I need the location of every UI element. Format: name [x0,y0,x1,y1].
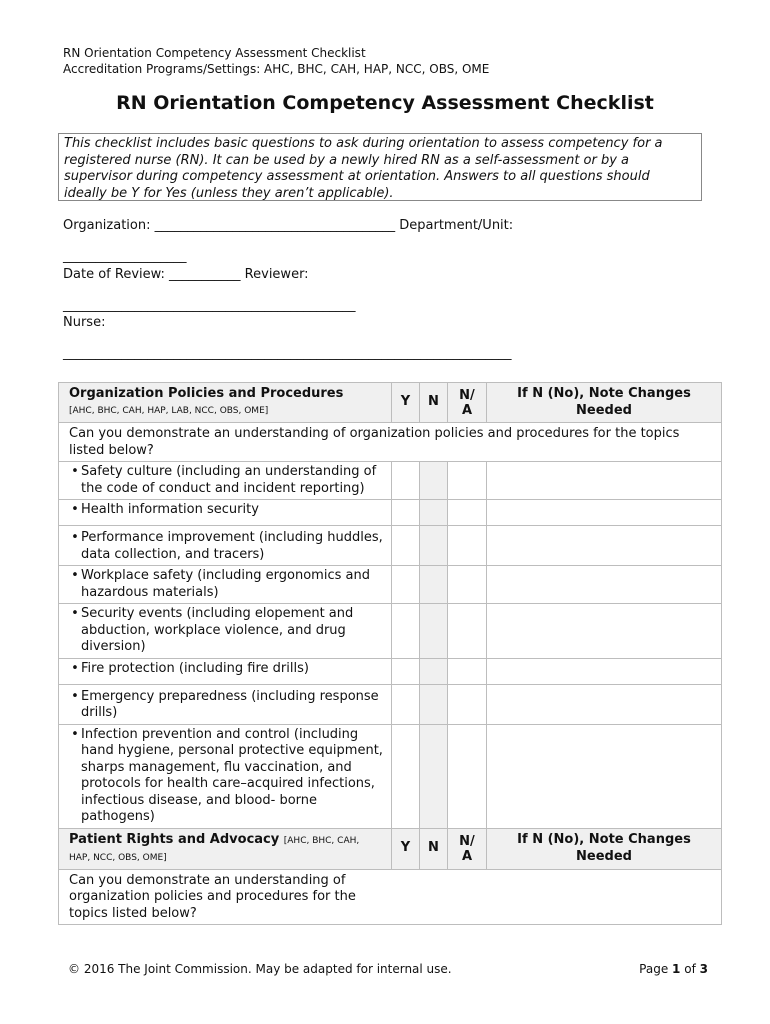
page-header [63,46,489,77]
section-tags: [AHC, BHC, CAH, HAP, LAB, NCC, OBS, OME] [69,405,269,416]
n-cell[interactable] [420,462,448,500]
item-label: Fire protection (including fire drills) [81,660,309,676]
na-cell[interactable] [448,724,487,828]
note-cell[interactable] [487,658,722,684]
column-na-header: N/ A [448,828,487,869]
section-title: Organization Policies and Procedures [69,386,344,401]
item-label: Emergency preparedness (including response drills) [81,688,379,720]
n-cell[interactable] [420,658,448,684]
section-question: Can you demonstrate an understanding of organization policies and procedures for the topics listed below? [59,423,722,462]
section-tags: [AHC, BHC, CAH, HAP, NCC, OBS, OME] [69,835,360,863]
y-cell[interactable] [392,566,420,604]
column-y-header: Y [392,828,420,869]
header-line-1: RN Orientation Competency Assessment Checklist [63,46,366,60]
of-label: of [684,962,696,976]
n-cell[interactable] [420,684,448,724]
note-cell[interactable] [487,724,722,828]
page-total: 3 [699,962,708,976]
na-cell[interactable] [448,462,487,500]
na-cell[interactable] [448,566,487,604]
reviewer-field-line[interactable]: _____________________________________________ [63,297,356,313]
question-row [59,423,722,462]
organization-field[interactable]: Organization: _____________________________________ Department/Unit: [63,218,514,233]
column-note-header: If N (No), Note Changes Needed [487,383,722,423]
na-cell[interactable] [448,526,487,566]
page-indicator [639,962,708,976]
copyright-notice: © 2016 The Joint Commission. May be adapted for internal use. [68,962,452,976]
n-cell[interactable] [420,566,448,604]
checklist-item-row: • Fire protection (including fire drills) [59,658,722,684]
y-cell[interactable] [392,500,420,526]
y-cell[interactable] [392,526,420,566]
n-cell[interactable] [420,500,448,526]
column-na-header: N/ A [448,383,487,423]
date-reviewer-field[interactable]: Date of Review: ___________ Reviewer: [63,267,309,282]
checklist-item-row: • Workplace safety (including ergonomics and hazardous materials) [59,566,722,604]
form-fields [63,218,713,362]
header-line-2: Accreditation Programs/Settings: AHC, BHC, CAH, HAP, NCC, OBS, OME [63,61,490,76]
section-title: Patient Rights and Advocacy [69,831,280,847]
na-cell[interactable] [448,500,487,526]
item-label: Security events (including elopement and abduction, workplace violence, and drug diversion) [81,606,354,654]
page-number: 1 [672,962,681,976]
note-cell[interactable] [487,500,722,526]
note-cell[interactable] [487,684,722,724]
section-header [59,383,392,423]
nurse-field[interactable]: Nurse: [63,315,106,330]
na-cell[interactable] [448,684,487,724]
page-footer [68,962,708,976]
item-label: Safety culture (including an understanding of the code of conduct and incident reporting) [81,464,377,496]
section-question-text: Can you demonstrate an understanding of organization policies and procedures for the topics listed below? [69,872,356,921]
nurse-field-line[interactable]: _____________________________________________________________________ [63,345,512,361]
y-cell[interactable] [392,684,420,724]
na-cell[interactable] [448,658,487,684]
checklist-item-row: • Health information security [59,500,722,526]
n-cell[interactable] [420,724,448,828]
department-field-line[interactable]: ___________________ [63,248,187,264]
checklist-item-row: • Infection prevention and control (including hand hygiene, personal protective equipment, sharps management, flu vaccination, and protocols for health care–acquired infections, infectious disease, and blood- borne pathogens) [59,724,722,828]
note-cell[interactable] [487,526,722,566]
column-n-header: N [420,383,448,423]
item-label: Health information security [81,502,259,517]
document-title: RN Orientation Competency Assessment Checklist [116,92,654,114]
column-note-header: If N (No), Note Changes Needed [487,828,722,869]
section-question [59,869,722,925]
y-cell[interactable] [392,658,420,684]
note-cell[interactable] [487,566,722,604]
na-cell[interactable] [448,604,487,659]
section-header [59,828,392,869]
intro-box: This checklist includes basic questions to ask during orientation to assess competency for a registered nurse (RN). It can be used by a newly hired RN as a self-assessment or by a supervisor during competency assessment at orientation. Answers to all questions should ideally be Y for Yes (unless they aren’t applicable). [58,133,702,201]
checklist-item-row: • Safety culture (including an understanding of the code of conduct and incident reporting) [59,462,722,500]
checklist-table [58,382,722,925]
y-cell[interactable] [392,462,420,500]
note-cell[interactable] [487,462,722,500]
section-header-row [59,383,722,423]
checklist-item-row: • Performance improvement (including huddles, data collection, and tracers) [59,526,722,566]
note-cell[interactable] [487,604,722,659]
page-label: Page [639,962,669,976]
y-cell[interactable] [392,604,420,659]
item-label: Workplace safety (including ergonomics and hazardous materials) [81,568,370,600]
question-row [59,869,722,925]
checklist-item-row: • Emergency preparedness (including response drills) [59,684,722,724]
section-header-row [59,828,722,869]
item-label: Infection prevention and control (including hand hygiene, personal protective equipment, sharps management, flu vaccination, and protocols for health care–acquired infections, infectious disease, and blood- borne pathogens) [81,726,383,824]
n-cell[interactable] [420,526,448,566]
item-label: Performance improvement (including huddles, data collection, and tracers) [81,530,383,562]
n-cell[interactable] [420,604,448,659]
column-y-header: Y [392,383,420,423]
checklist-item-row: • Security events (including elopement and abduction, workplace violence, and drug diversion) [59,604,722,659]
column-n-header: N [420,828,448,869]
y-cell[interactable] [392,724,420,828]
